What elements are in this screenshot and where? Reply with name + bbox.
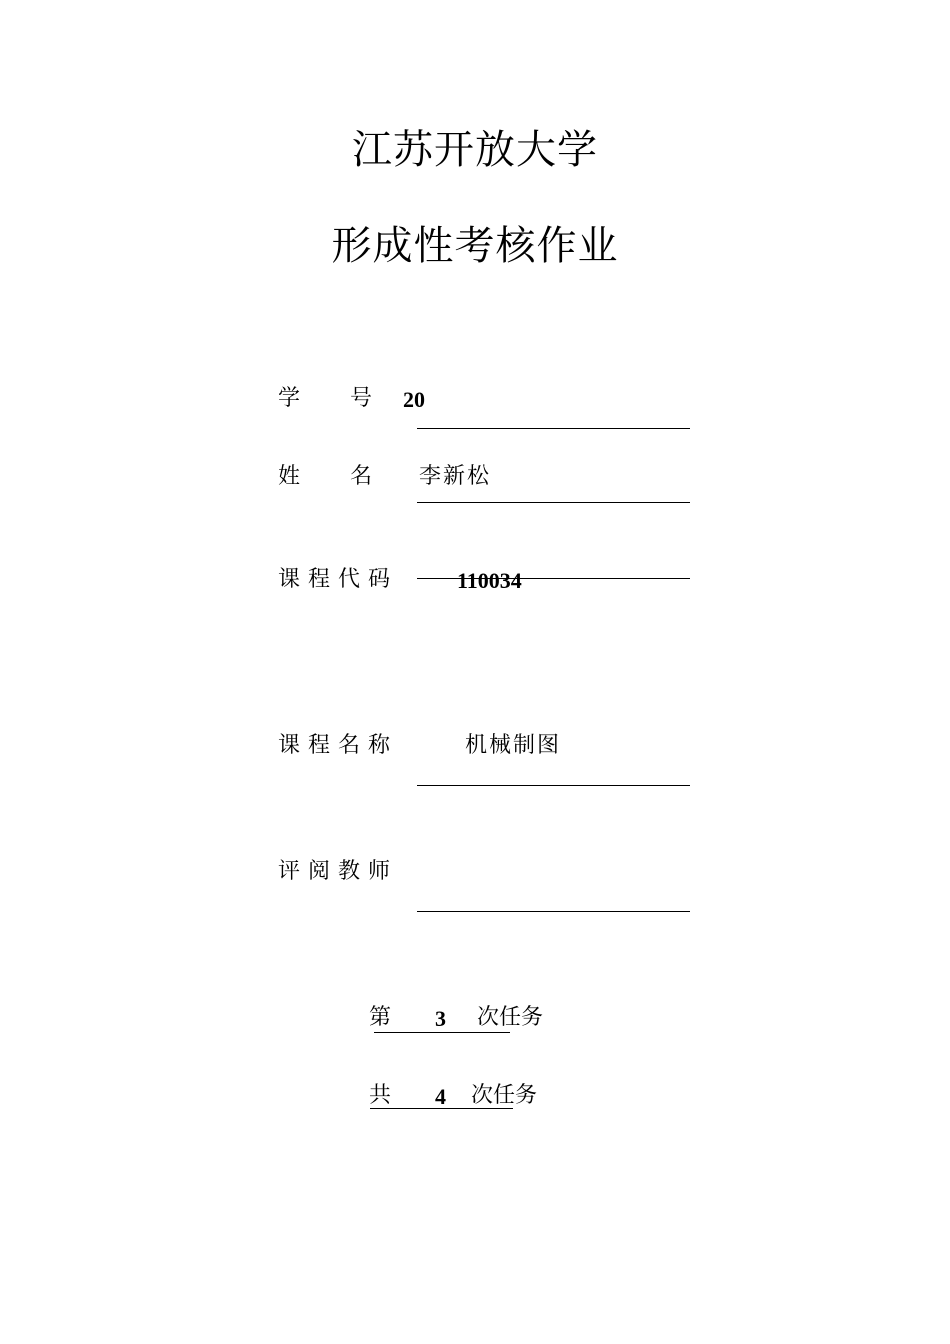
- name-label: 姓 名: [278, 464, 375, 489]
- reviewer-label: 评阅教师: [278, 859, 399, 884]
- course-name-value: 机械制图: [465, 733, 562, 758]
- reviewer-underline: [417, 911, 690, 912]
- task-current-suffix: 次任务: [477, 1005, 544, 1030]
- task-current-prefix: 第: [369, 1005, 392, 1030]
- student-id-underline: [417, 428, 690, 429]
- course-code-value: 110034: [457, 568, 522, 593]
- assignment-title: 形成性考核作业: [331, 223, 619, 269]
- student-id-value: 20: [403, 387, 425, 412]
- course-code-label: 课程代码: [278, 567, 399, 592]
- task-total-prefix: 共: [369, 1083, 392, 1108]
- task-current-underline: [374, 1032, 510, 1033]
- task-total-underline: [370, 1108, 513, 1109]
- university-title: 江苏开放大学: [352, 127, 598, 173]
- name-value: 李新松: [419, 464, 492, 489]
- task-total-suffix: 次任务: [471, 1083, 538, 1108]
- name-underline: [417, 502, 690, 503]
- task-current-number: 3: [435, 1006, 446, 1031]
- course-name-label: 课程名称: [278, 733, 399, 758]
- student-id-label: 学 号: [278, 386, 375, 411]
- course-name-underline: [417, 785, 690, 786]
- task-total-number: 4: [435, 1084, 446, 1109]
- course-code-underline: [417, 578, 690, 579]
